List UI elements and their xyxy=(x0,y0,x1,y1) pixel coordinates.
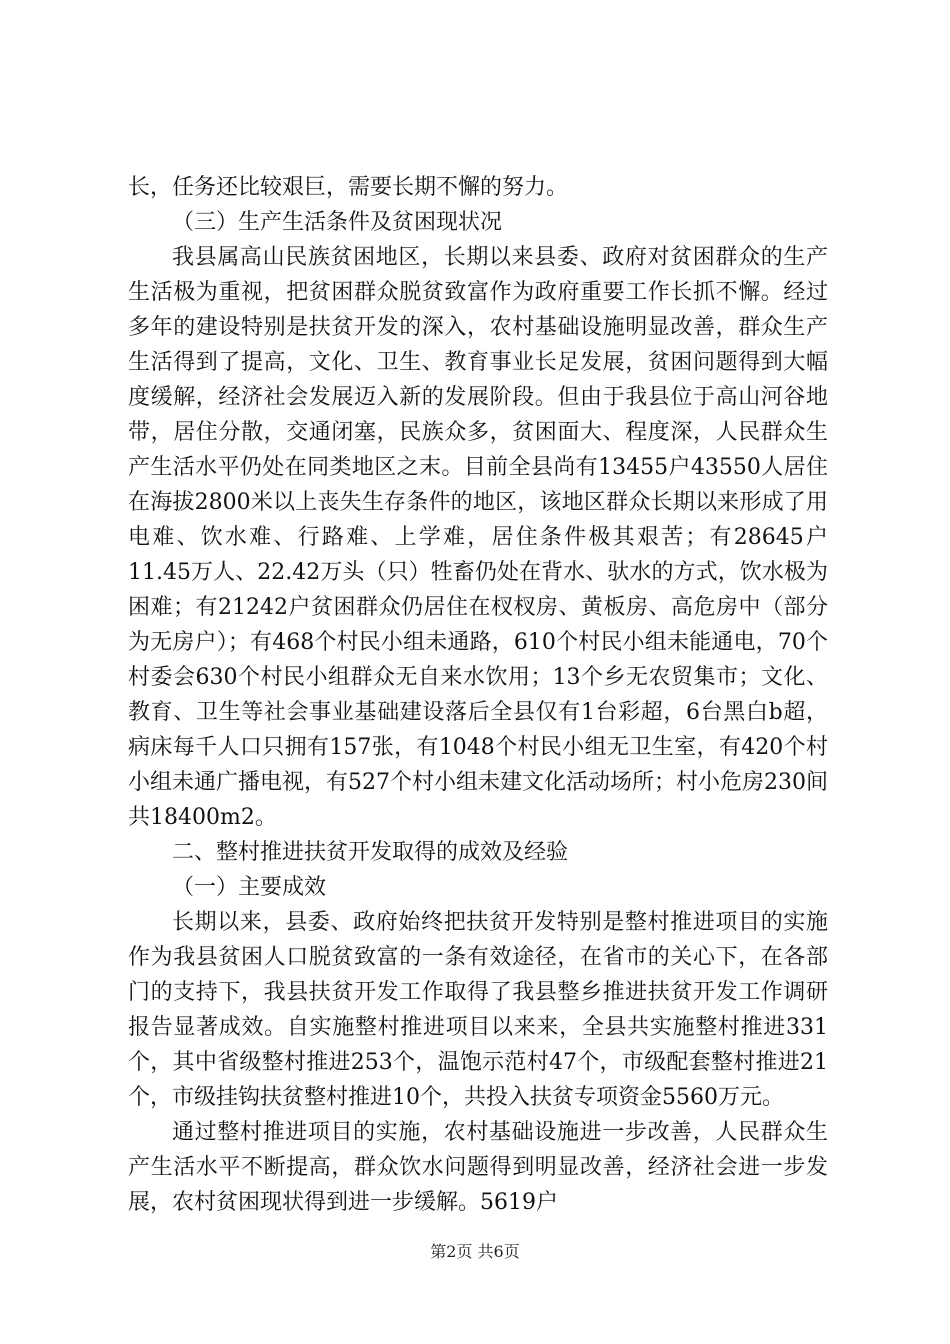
document-body xyxy=(128,170,828,1220)
page-number-footer: 第2页 共6页 xyxy=(430,1242,520,1261)
subsection-heading-main-results: （一）主要成效 xyxy=(172,875,327,900)
section-heading-conditions: （三）生产生活条件及贫困现状况 xyxy=(172,210,503,235)
section-heading-results: 二、整村推进扶贫开发取得的成效及经验 xyxy=(172,840,569,865)
paragraph-main-results: 长期以来，县委、政府始终把扶贫开发特别是整村推进项目的实施作为我县贫困人口脱贫致富的一条有效途径，在省市的关心下，在各部门的支持下，我县扶贫开发工作取得了我县整乡推进扶贫开发工作调研报告显著成效。自实施整村推进项目以来来，全县共实施整村推进331个，其中省级整村推进253个，温饱示范村47个，市级配套整村推进21个，市级挂钩扶贫整村推进10个，共投入扶贫专项资金5560万元。 xyxy=(128,910,828,1110)
paragraph-poverty-status: 我县属高山民族贫困地区，长期以来县委、政府对贫困群众的生产生活极为重视，把贫困群众脱贫致富作为政府重要工作长抓不懈。经过多年的建设特别是扶贫开发的深入，农村基础设施明显改善，群众生产生活得到了提高，文化、卫生、教育事业长足发展，贫困问题得到大幅度缓解，经济社会发展迈入新的发展阶段。但由于我县位于高山河谷地带，居住分散，交通闭塞，民族众多，贫困面大、程度深，人民群众生产生活水平仍处在同类地区之末。目前全县尚有13455户43550人居住在海拔2800米以上丧失生存条件的地区，该地区群众长期以来形成了用电难、饮水难、行路难、上学难，居住条件极其艰苦；有28645户11.45万人、22.42万头（只）牲畜仍处在背水、驮水的方式，饮水极为困难；有21242户贫困群众仍居住在杈杈房、黄板房、高危房中（部分为无房户）；有468个村民小组未通路，610个村民小组未能通电，70个村委会630个村民小组群众无自来水饮用；13个乡无农贸集市；文化、教育、卫生等社会事业基础建设落后全县仅有1台彩超，6台黑白b超，病床每千人口只拥有157张，有1048个村民小组无卫生室，有420个村小组未通广播电视，有527个村小组未建文化活动场所；村小危房230间共18400m2。 xyxy=(128,245,828,830)
paragraph-continuation: 长，任务还比较艰巨，需要长期不懈的努力。 xyxy=(128,175,569,200)
paragraph-project-effects: 通过整村推进项目的实施，农村基础设施进一步改善，人民群众生产生活水平不断提高，群众饮水问题得到明显改善，经济社会进一步发展，农村贫困现状得到进一步缓解。5619户 xyxy=(128,1120,828,1215)
